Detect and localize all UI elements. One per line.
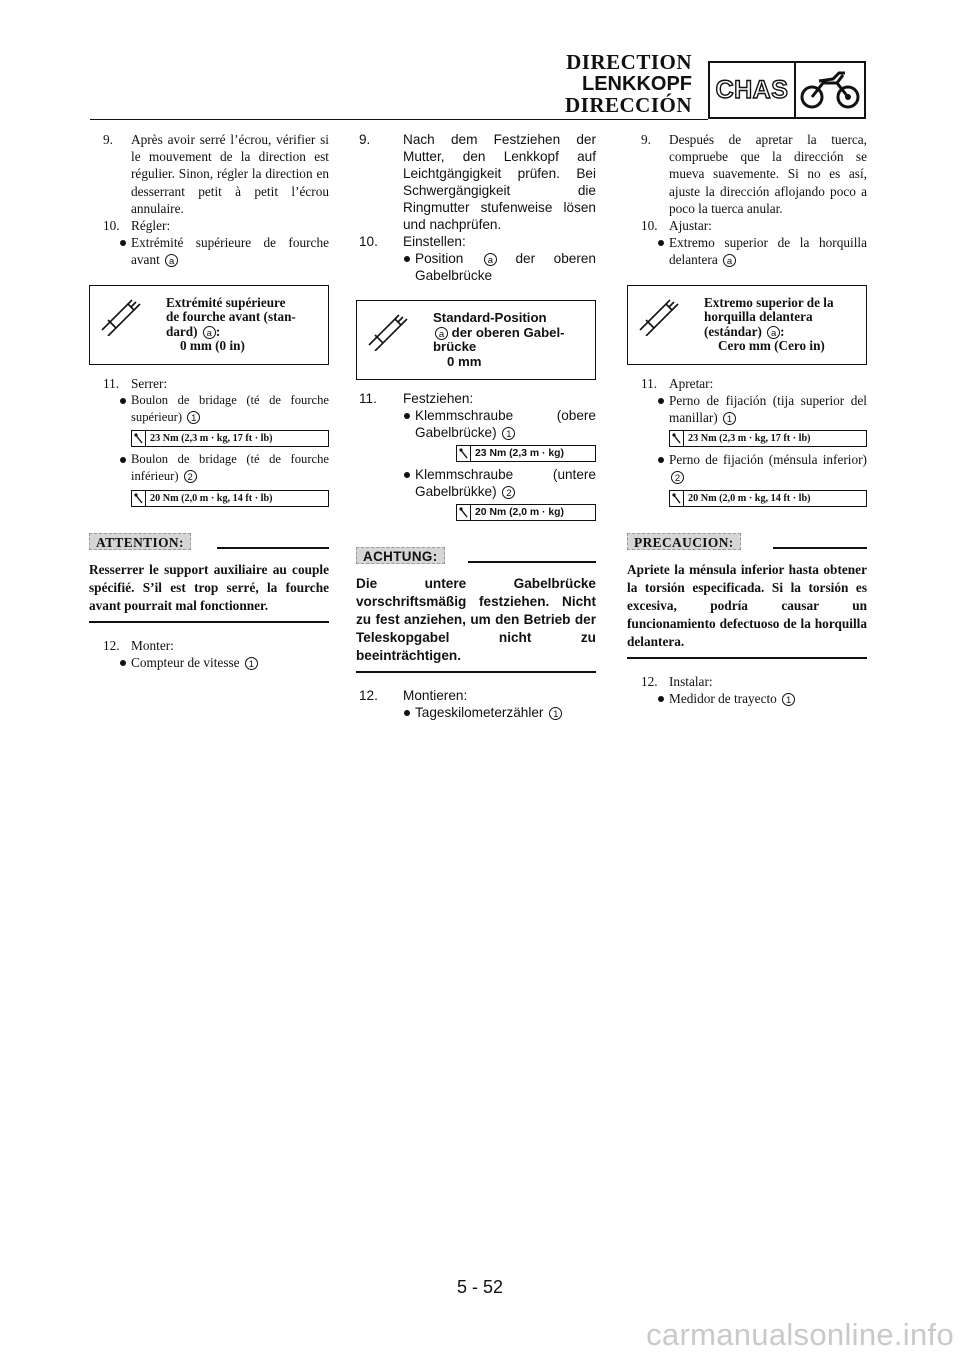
step-10	[89, 217, 329, 234]
step-number: 11.	[641, 375, 658, 391]
bullet-item: Perno de fijación (ménsula inferior) 2	[627, 451, 867, 485]
callout-ref: 2	[502, 486, 515, 499]
bullet-item: Extremo superior de la horquilla delantera a	[627, 234, 867, 268]
caution-block	[89, 533, 329, 623]
spec-text: Extremo superior de la horquilla delantera (estándar) a : Cero mm (Cero in)	[704, 296, 854, 354]
step-9	[627, 131, 867, 217]
motorcycle-icon	[796, 63, 864, 117]
step-number: 12.	[359, 688, 378, 703]
callout-ref: a	[767, 326, 780, 339]
step-text: Montieren:	[403, 688, 468, 703]
bullet-item: Extrémité supérieure de fourche avant a	[89, 234, 329, 268]
step-text: Einstellen:	[403, 234, 466, 249]
caution-text: Die untere Gabelbrücke vorschriftsmäßig festziehen. Nicht zu fest anziehen, um den Betrieb der Teleskopgabel nicht zu beeinträchtigen.	[356, 576, 596, 663]
callout-ref: a	[723, 254, 736, 267]
callout-ref: a	[165, 254, 178, 267]
step-10	[627, 217, 867, 234]
caliper-icon	[98, 296, 142, 336]
step-text: Instalar:	[669, 673, 713, 689]
caution-text: Apriete la ménsula inferior hasta obtener la torsión especificada. Si la torsión es excesiva, podría causar un funcionamiento defectuoso de la horquilla delantera.	[627, 561, 867, 649]
torque-spec: 23 Nm (2,3 m · kg)	[456, 445, 596, 462]
step-11	[356, 390, 596, 407]
wrench-icon	[132, 491, 146, 506]
bullet-item: Boulon de bridage (té de fourche supérieur) 1	[89, 392, 329, 426]
step-text: Festziehen:	[403, 391, 474, 406]
column-french	[89, 131, 329, 671]
bullet-item: Position a der oberen Gabelbrücke	[356, 250, 596, 284]
step-12	[356, 687, 596, 704]
bullet-item: Boulon de bridage (té de fourche inférieur) 2	[89, 451, 329, 485]
bullet-item: Tageskilometerzähler 1	[356, 704, 596, 721]
torque-spec: 23 Nm (2,3 m · kg, 17 ft · lb)	[669, 430, 867, 447]
callout-ref: 1	[782, 693, 795, 706]
callout-ref: 2	[184, 470, 197, 483]
step-text: Régler:	[131, 218, 171, 234]
caliper-icon	[636, 296, 680, 336]
spec-box	[356, 300, 596, 380]
step-12	[89, 637, 329, 654]
callout-ref: 1	[245, 657, 258, 670]
torque-spec: 23 Nm (2,3 m · kg, 17 ft · lb)	[131, 430, 329, 447]
spec-box	[89, 285, 329, 365]
spec-text: Standard-Position a der oberen Gabel- brücke 0 mm	[433, 311, 583, 369]
step-number: 12.	[641, 673, 658, 689]
step-text: Serrer:	[131, 375, 168, 391]
step-number: 10.	[103, 218, 120, 234]
caution-block	[627, 533, 867, 659]
step-9	[89, 131, 329, 217]
callout-ref: a	[435, 327, 448, 340]
callout-ref: 1	[502, 427, 515, 440]
page-number: 5 - 52	[456, 1277, 504, 1297]
step-9	[356, 131, 596, 233]
caution-label: ATTENTION:	[89, 533, 191, 550]
step-text: Ajustar:	[669, 218, 712, 234]
callout-ref: 2	[671, 471, 684, 484]
step-text: Apretar:	[669, 375, 714, 391]
header-rule	[90, 119, 708, 120]
caution-text: Resserrer le support auxiliaire au couple spécifié. S’il est trop serré, la fourche avant pourrait mal fonctionner.	[89, 561, 329, 613]
spec-box	[627, 285, 867, 365]
callout-ref: 1	[187, 411, 200, 424]
bullet-item: Medidor de trayecto 1	[627, 690, 867, 707]
caliper-icon	[365, 311, 409, 351]
step-number: 10.	[359, 234, 378, 249]
step-number: 9.	[641, 132, 651, 147]
section-label: CHAS	[710, 63, 796, 117]
column-spanish	[627, 131, 867, 707]
step-number: 11.	[359, 391, 377, 406]
watermark: carmanualsonline.info	[646, 1317, 954, 1352]
spec-value: Cero mm (Cero in)	[718, 338, 825, 354]
step-12	[627, 673, 867, 690]
wrench-icon	[132, 431, 146, 446]
bullet-item: Perno de fijación (tija superior del manillar) 1	[627, 392, 867, 426]
step-number: 12.	[103, 637, 120, 653]
caution-block	[356, 547, 596, 673]
caution-label: ACHTUNG:	[356, 547, 445, 564]
step-11	[89, 375, 329, 392]
torque-spec: 20 Nm (2,0 m · kg)	[456, 504, 596, 521]
wrench-icon	[457, 446, 471, 461]
header-title-es: DIRECCIÓN	[564, 93, 692, 117]
step-text: Après avoir serré l’écrou, vérifier si le mouvement de la direction est régulier. Sinon, régler la direction en desserrant petit à petit l’écrou annulaire.	[131, 132, 329, 216]
torque-spec: 20 Nm (2,0 m · kg, 14 ft · lb)	[669, 490, 867, 507]
step-number: 9.	[103, 132, 113, 147]
step-text: Nach dem Festziehen der Mutter, den Lenkkopf auf Leichtgängigkeit prüfen. Bei Schwergängigkeit die Ringmutter stufenweise lösen und nachprüfen.	[403, 132, 596, 232]
spec-value: 0 mm	[447, 353, 482, 369]
bullet-item: Klemmschraube (untere Gabelbrükke) 2	[356, 466, 596, 500]
column-german	[356, 131, 596, 721]
wrench-icon	[670, 431, 684, 446]
step-number: 11.	[103, 375, 120, 391]
bullet-item: Compteur de vitesse 1	[89, 654, 329, 671]
step-text: Después de apretar la tuerca, compruebe que la dirección se mueva suavemente. Si no es así, ajuste la dirección aflojando poco a poco la tuerca anular.	[669, 132, 867, 216]
callout-ref: a	[484, 253, 497, 266]
callout-ref: 1	[723, 412, 736, 425]
wrench-icon	[670, 491, 684, 506]
step-number: 10.	[641, 218, 658, 234]
spec-value: 0 mm (0 in)	[180, 338, 245, 354]
wrench-icon	[457, 505, 471, 520]
spec-text: Extrémité supérieure de fourche avant (stan- dard) a : 0 mm (0 in)	[166, 296, 316, 354]
section-badge	[708, 61, 866, 119]
torque-spec: 20 Nm (2,0 m · kg, 14 ft · lb)	[131, 490, 329, 507]
step-10	[356, 233, 596, 250]
step-11	[627, 375, 867, 392]
bullet-item: Klemmschraube (obere Gabelbrücke) 1	[356, 407, 596, 441]
header-title-de: LENKKOPF	[582, 73, 692, 95]
callout-ref: a	[203, 326, 216, 339]
step-text: Monter:	[131, 637, 174, 653]
step-number: 9.	[359, 132, 371, 147]
header-title-fr: DIRECTION	[566, 50, 692, 74]
caution-label: PRECAUCION:	[627, 533, 741, 550]
callout-ref: 1	[549, 707, 562, 720]
